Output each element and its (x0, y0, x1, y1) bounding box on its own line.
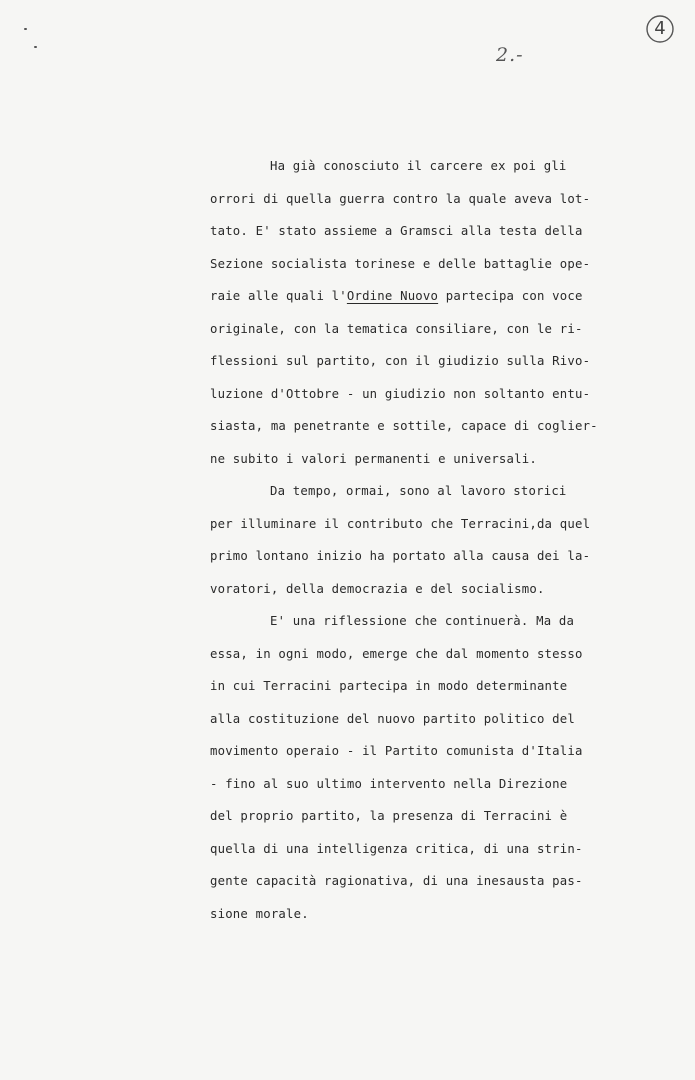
text-line: luzione d'Ottobre - un giudizio non soltanto entu- (210, 386, 591, 401)
text-line: - fino al suo ultimo intervento nella Direzione (210, 776, 568, 791)
text-line: gente capacità ragionativa, di una inesausta pas- (210, 874, 583, 888)
text-line (210, 280, 583, 313)
text-line: per illuminare il contributo che Terracini,da quel (210, 516, 591, 531)
text-line: ne subito i valori permanenti e universali. (210, 451, 537, 466)
text-line: alla costituzione del nuovo partito politico del (210, 711, 575, 726)
text-line: tato. E' stato assieme a Gramsci alla testa della (210, 224, 583, 238)
text-line: flessioni sul partito, con il giudizio sulla Rivo- (210, 354, 591, 368)
text-line: del proprio partito, la presenza di Terracini è (210, 809, 568, 823)
text-line: originale, con la tematica consiliare, con le ri- (210, 321, 583, 336)
typed-text-body (210, 150, 598, 930)
margin-mark (24, 28, 27, 30)
text-segment: partecipa con voce (438, 289, 583, 303)
text-line: quella di una intelligenza critica, di una strin- (210, 841, 583, 856)
text-line: movimento operaio - il Partito comunista d'Italia (210, 744, 583, 758)
circled-number: 4 (654, 18, 666, 39)
text-segment: raie alle quali l' (210, 289, 347, 303)
text-line: Sezione socialista torinese e delle battaglie ope- (210, 256, 591, 271)
text-line: siasta, ma penetrante e sottile, capace di coglier- (210, 419, 598, 433)
underlined-title: Ordine Nuovo (346, 289, 439, 303)
text-line: primo lontano inizio ha portato alla causa dei la- (210, 549, 591, 563)
margin-mark (34, 46, 37, 48)
text-line: E' una riflessione che continuerà. Ma da (270, 614, 575, 628)
text-line: sione morale. (210, 906, 309, 921)
text-line: in cui Terracini partecipa in modo determinante (210, 679, 568, 693)
page-number: 2.- (496, 44, 524, 66)
text-line: Ha già conosciuto il carcere ex poi gli (270, 159, 567, 173)
text-line: Da tempo, ormai, sono al lavoro storici (270, 484, 567, 498)
text-line: orrori di quella guerra contro la quale aveva lot- (210, 191, 591, 206)
text-line: essa, in ogni modo, emerge che dal momento stesso (210, 646, 583, 661)
text-line: voratori, della democrazia e del socialismo. (210, 581, 545, 596)
